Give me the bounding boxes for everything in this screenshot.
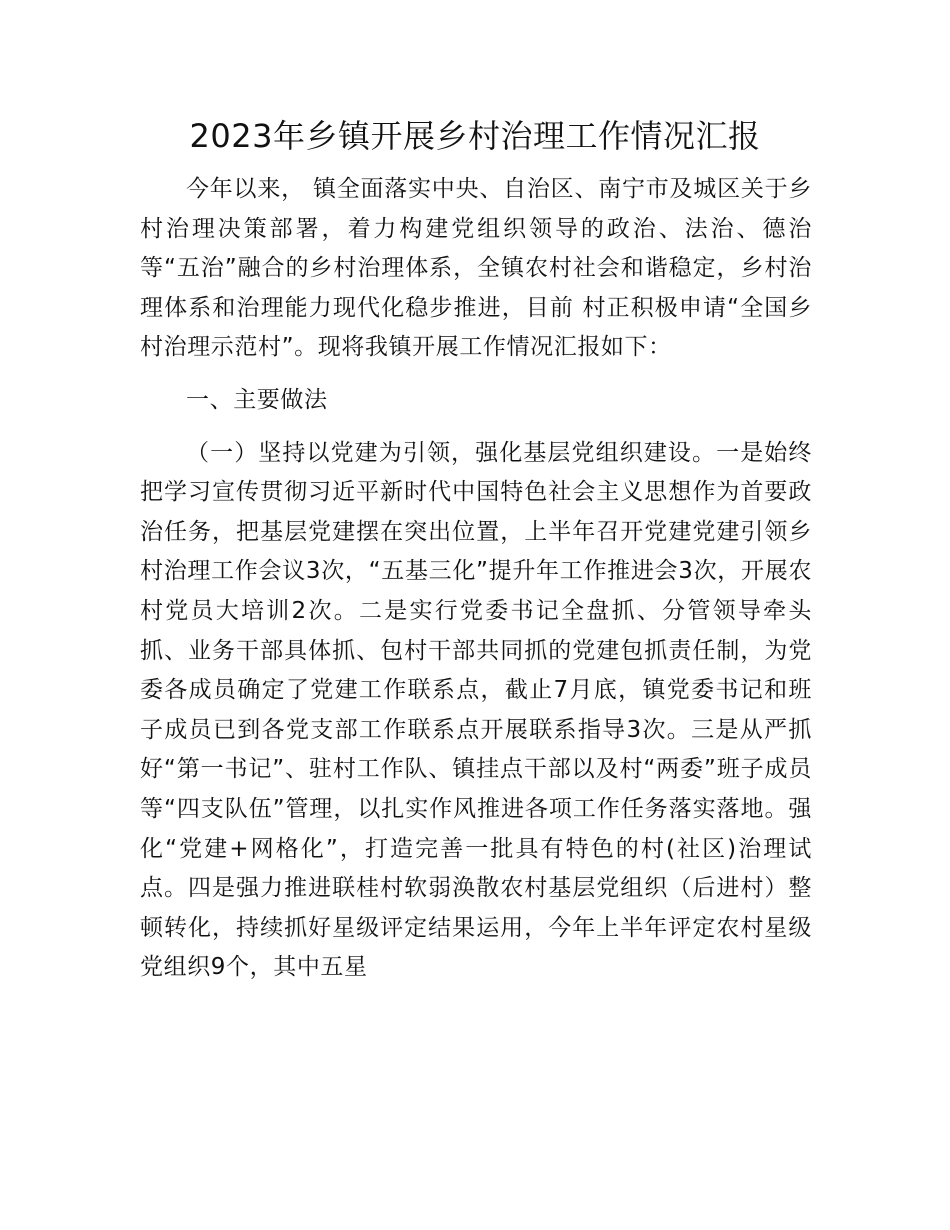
document-body [140,170,812,988]
section-heading: 一、主要做法 [186,386,328,413]
document-title: 2023年乡镇开展乡村治理工作情况汇报 [189,117,761,155]
body-paragraph: （一）坚持以党建为引领，强化基层党组织建设。一是始终把学习宣传贯彻习近平新时代中国特色社会主义思想作为首要政治任务，把基层党建摆在突出位置，上半年召开党建党建引领乡村治理工作会议3次，“五基三化”提升年工作推进会3次，开展农村党员大培训2次。二是实行党委书记全盘抓、分管领导牵头抓、业务干部具体抓、包村干部共同抓的党建包抓责任制，为党委各成员确定了党建工作联系点，截止7月底，镇党委书记和班子成员已到各党支部工作联系点开展联系指导3次。三是从严抓好“第一书记”、驻村工作队、镇挂点干部以及村“两委”班子成员等“四支队伍”管理，以扎实作风推进各项工作任务落实落地。强化“党建+网格化”，打造完善一批具有特色的村(社区)治理试点。四是强力推进联桂村软弱涣散农村基层党组织（后进村）整顿转化，持续抓好星级评定结果运用，今年上半年评定农村星级党组织9个，其中五星 [140,439,812,981]
intro-paragraph: 今年以来， 镇全面落实中央、自治区、南宁市及城区关于乡村治理决策部署，着力构建党组织领导的政治、法治、德治等“五治”融合的乡村治理体系，全镇农村社会和谐稳定，乡村治理体系和治理能力现代化稳步推进，目前 村正积极申请“全国乡村治理示范村”。现将我镇开展工作情况汇报如下： [140,176,812,361]
